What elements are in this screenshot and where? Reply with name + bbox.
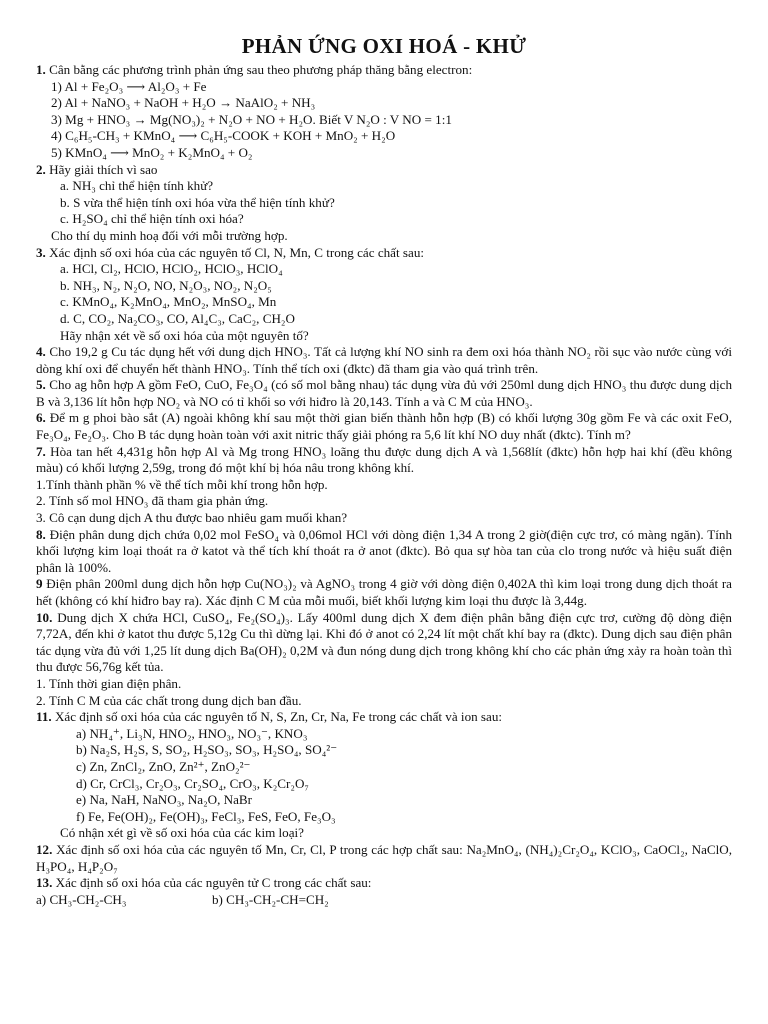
- list-item: b. NH₃, N₂, N₂O, NO, N₂O₃, NO₂, N₂O₅: [60, 277, 272, 293]
- question-text: Hãy giải thích vì sao: [49, 161, 158, 177]
- question-number: 5.: [36, 377, 46, 393]
- list-item: 1.Tính thành phần % về thể tích mỗi khí trong hỗn hợp.: [36, 476, 328, 492]
- list-item: 2. Tính C M của các chất trong dung dịch ban đầu.: [36, 692, 302, 708]
- list-item: 1) Al + Fe₂O₃ ⟶ Al₂O₃ + Fe: [51, 78, 207, 94]
- question-text: Điện phân 200ml dung dịch hỗn hợp Cu(NO₃)₂ và AgNO₃ trong 4 giờ với dòng điện 0,402A thì kim loại trong dung dịch thoát ra hết (không có khí hiđro bay ra). Xác định C M của mỗi muối, biết khối lượng kim loại thu được là 3,44g.: [36, 576, 732, 608]
- question-text: Xác định số oxi hóa của các nguyên tố N, S, Zn, Cr, Na, Fe trong các chất và ion sau:: [54, 709, 503, 725]
- list-item: b. S vừa thể hiện tính oxi hóa vừa thể hiện tính khử?: [60, 194, 335, 210]
- question-9: [36, 576, 732, 609]
- list-item: a. NH₃ chỉ thể hiện tính khử?: [60, 178, 214, 194]
- question-text: Hòa tan hết 4,431g hỗn hợp Al và Mg trong HNO₃ loãng thu được dung dịch A và 1,568lít (đktc) hỗn hợp hai khí (đều không màu) có khối lượng 2,59g, trong đó một khí bị hóa nâu trong không khí.: [36, 443, 733, 476]
- list-item: 2) Al + NaNO₃ + NaOH + H₂O → NaAlO₂ + NH₃: [51, 95, 316, 111]
- question-1: [36, 62, 732, 79]
- question-number: 9: [36, 576, 43, 592]
- question-6: [36, 410, 732, 443]
- question-text: Điện phân dung dịch chứa 0,02 mol FeSO₄ và 0,06mol HCl với dòng điện 1,34 A trong 2 giờ(điện cực trơ, có màng ngăn). Tính khối lượng kim loại thoát ra ở katot và thể tích khí thoát ra ở anot (đktc). Bỏ qua sự hòa tan của clo trong nước và hiệu suất điện phân là 100%.: [36, 526, 732, 575]
- question-number: 8.: [36, 526, 46, 542]
- question-text: Cho ag hỗn hợp A gồm FeO, CuO, Fe₃O₄ (có số mol bằng nhau) tác dụng vừa đủ với 250ml dung dịch HNO₃ thu được dung dịch B và 3,136 lít hỗn hợp NO₂ và NO có tỉ khối so với hiđro là 20,143. Tính a và C M của HNO₃.: [36, 377, 732, 409]
- list-item: 3) Mg + HNO₃ → Mg(NO₃)₂ + N₂O + NO + H₂O. Biết V N₂O : V NO = 1:1: [51, 111, 452, 127]
- question-number: 11.: [36, 709, 52, 725]
- list-item: b) Na₂S, H₂S, S, SO₂, H₂SO₃, SO₃, H₂SO₄, SO₄²⁻: [76, 742, 338, 758]
- question-number: 10.: [36, 609, 53, 625]
- question-8: [36, 527, 732, 577]
- list-item: c. H₂SO₄ chỉ thể hiện tính oxi hóa?: [60, 211, 244, 227]
- list-item: 4) C₆H₅-CH₃ + KMnO₄ ⟶ C₆H₅-COOK + KOH + MnO₂ + H₂O: [51, 128, 396, 144]
- list-item: c. KMnO₄, K₂MnO₄, MnO₂, MnSO₄, Mn: [60, 294, 277, 310]
- question-number: 4.: [36, 344, 46, 360]
- list-item: 2. Tính số mol HNO₃ đã tham gia phản ứng.: [36, 493, 269, 509]
- question-number: 7.: [36, 443, 46, 459]
- list-item: 5) KMnO₄ ⟶ MnO₂ + K₂MnO₄ + O₂: [51, 144, 253, 160]
- list-item: c) Zn, ZnCl₂, ZnO, Zn²⁺, ZnO₂²⁻: [76, 758, 251, 774]
- list-item: a) NH₄⁺, Li₃N, HNO₂, HNO₃, NO₃⁻, KNO₃: [76, 725, 308, 741]
- question-text: Xác định số oxi hóa của các nguyên tố Cl, N, Mn, C trong các chất sau:: [49, 244, 425, 260]
- question-12: [36, 842, 732, 875]
- question-number: 1.: [36, 62, 46, 77]
- list-item: f) Fe, Fe(OH)₂, Fe(OH)₃, FeCl₃, FeS, FeO, Fe₃O₃: [76, 808, 336, 824]
- question-number: 13.: [36, 875, 53, 891]
- question-number: 2.: [36, 161, 46, 177]
- question-number: 12.: [36, 841, 53, 857]
- question-note: Có nhận xét gì về số oxi hóa của các kim loại?: [60, 825, 304, 841]
- question-4: [36, 344, 732, 377]
- question-text: Cân bằng các phương trình phản ứng sau theo phương pháp thăng bằng electron:: [49, 62, 473, 77]
- question-number: 3.: [36, 244, 46, 260]
- list-item: a. HCl, Cl₂, HClO, HClO₂, HClO₃, HClO₄: [60, 261, 283, 277]
- question-text: Cho 19,2 g Cu tác dụng hết với dung dịch HNO₃. Tất cả lượng khí NO sinh ra đem oxi hóa thành NO₂ rồi sục vào nước cùng với dòng khí oxi để chuyển hết thành HNO₃. Tính thể tích oxi (đktc) đã tham gia vào quá trình trên.: [36, 344, 732, 376]
- question-number: 6.: [36, 410, 46, 426]
- list-item: 3. Cô cạn dung dịch A thu được bao nhiêu gam muối khan?: [36, 510, 348, 526]
- question-13: [36, 875, 732, 892]
- list-item: b) CH₃-CH₂-CH=CH₂: [212, 891, 329, 907]
- question-text: Dung dịch X chứa HCl, CuSO₄, Fe₂(SO₄)₃. Lấy 400ml dung dịch X đem điện phân bằng điện cực trơ, cường độ dòng điện 7,72A, đến khi ở katot thu được 5,12g Cu thì dừng lại. Khi đó ở anot có 2,24 lít một chất khí bay ra (đktc). Dung dịch sau điện phân tác dụng vừa đủ với 1,25 lít dung dịch Ba(OH)₂ 0,2M và đun nóng dung dịch trong không khí cho các phản ứng xảy ra hoàn toàn thì thu được 56,76g kết tủa.: [36, 609, 732, 675]
- question-2: [36, 162, 732, 179]
- question-11: [36, 709, 732, 726]
- question-7: [36, 444, 732, 477]
- question-3: [36, 245, 732, 262]
- page-title: PHẢN ỨNG OXI HOÁ - KHỬ: [241, 34, 527, 58]
- question-note: Hãy nhận xét về số oxi hóa của một nguyên tố?: [60, 327, 309, 343]
- list-item: e) Na, NaH, NaNO₃, Na₂O, NaBr: [76, 792, 253, 808]
- question-note: Cho thí dụ minh hoạ đối với mỗi trường hợp.: [51, 227, 288, 243]
- list-item-row: [36, 892, 732, 909]
- question-5: [36, 377, 732, 410]
- question-text: Để m g phoi bào sắt (A) ngoài không khí sau một thời gian biến thành hỗn hợp (B) có khối lượng 30g gồm Fe và các oxit FeO, Fe₃O₄, Fe₂O₃. Cho B tác dụng hoàn toàn với axit nitric thấy giải phóng ra 5,6 lít khí NO duy nhất (đktc). Tính m?: [36, 410, 732, 443]
- question-text: Xác định số oxi hóa của các nguyên tố Mn, Cr, Cl, P trong các hợp chất sau: Na₂MnO₄, (NH₄)₂Cr₂O₄, KClO₃, CaOCl₂, NaClO, H₃PO₄, H₄P₂O₇: [36, 841, 732, 874]
- list-item: a) CH₃-CH₂-CH₃: [36, 891, 127, 907]
- list-item: d) Cr, CrCl₃, Cr₂O₃, Cr₂SO₄, CrO₃, K₂Cr₂O₇: [76, 775, 309, 791]
- question-text: Xác định số oxi hóa của các nguyên tử C trong các chất sau:: [55, 875, 372, 891]
- question-10: [36, 610, 732, 676]
- list-item: d. C, CO₂, Na₂CO₃, CO, Al₄C₃, CaC₂, CH₂O: [60, 310, 295, 326]
- list-item: 1. Tính thời gian điện phân.: [36, 675, 182, 691]
